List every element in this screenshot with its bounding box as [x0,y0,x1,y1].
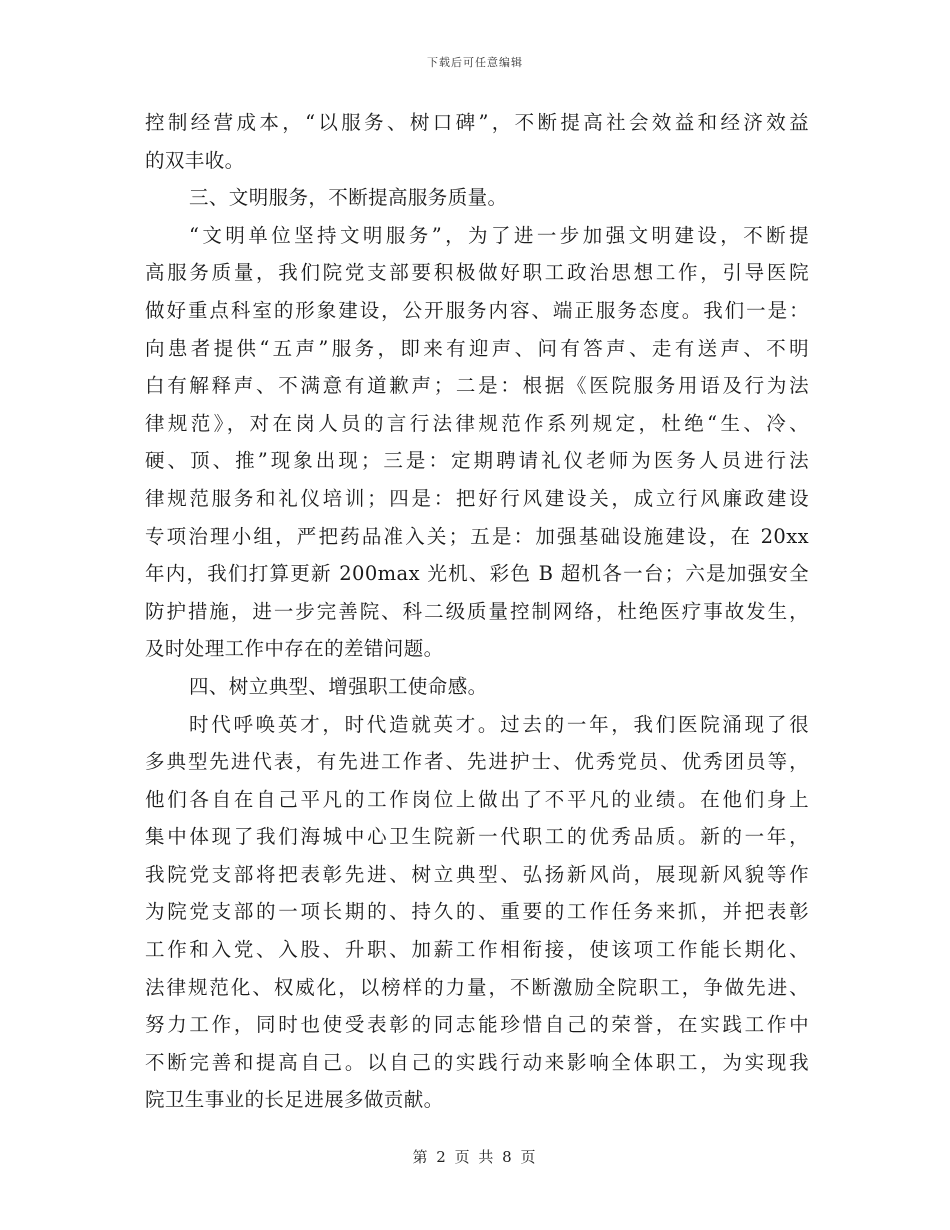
text-line: 硬、顶、推”现象出现；三是：定期聘请礼仪老师为医务人员进行法 [145,449,809,473]
page-footer: 第 2 页 共 8 页 [412,1148,538,1166]
text-line: 时代呼唤英才，时代造就英才。过去的一年，我们医院涌现了很 [189,712,809,736]
text-line: 专项治理小组，严把药品准入关；五是：加强基础设施建设，在 20xx [145,524,809,548]
text-line: 年内，我们打算更新 200max 光机、彩色 B 超机各一台；六是加强安全 [145,562,809,586]
text-line: 法律规范化、权威化，以榜样的力量，不断激励全院职工，争做先进、 [145,975,809,999]
text-line: 及时处理工作中存在的差错问题。 [145,637,444,661]
text-line: 院卫生事业的长足进展多做贡献。 [145,1088,444,1112]
text-line: 不断完善和提高自己。以自己的实践行动来影响全体职工，为实现我 [145,1050,809,1074]
text-line: 为院党支部的一项长期的、持久的、重要的工作任务来抓，并把表彰 [145,900,809,924]
text-line: 四、树立典型、增强职工使命感。 [189,674,488,698]
document-body [145,104,809,1119]
text-line: 白有解释声、不满意有道歉声；二是：根据《医院服务用语及行为法 [145,374,809,398]
text-line: 努力工作，同时也使受表彰的同志能珍惜自己的荣誉，在实践工作中 [145,1013,809,1037]
text-line: 他们各自在自己平凡的工作岗位上做出了不平凡的业绩。在他们身上 [145,787,809,811]
text-line: “文明单位坚持文明服务”，为了进一步加强文明建设，不断提 [189,223,809,247]
text-line: 工作和入党、入股、升职、加薪工作相衔接，使该项工作能长期化、 [145,938,809,962]
text-line: 防护措施，进一步完善院、科二级质量控制网络，杜绝医疗事故发生， [145,599,809,623]
page-header: 下载后可任意编辑 [427,56,523,69]
text-line: 集中体现了我们海城中心卫生院新一代职工的优秀品质。新的一年， [145,825,809,849]
text-line: 多典型先进代表，有先进工作者、先进护士、优秀党员、优秀团员等， [145,750,809,774]
text-line: 向患者提供“五声”服务，即来有迎声、问有答声、走有送声、不明 [145,336,809,360]
text-line: 三、文明服务，不断提高服务质量。 [189,186,508,210]
text-line: 律规范服务和礼仪培训；四是：把好行风建设关，成立行风廉政建设 [145,486,809,510]
text-line: 控制经营成本，“以服务、树口碑”，不断提高社会效益和经济效益 [145,111,809,134]
text-line: 我院党支部将把表彰先进、树立典型、弘扬新风尚，展现新风貌等作 [145,862,809,886]
text-line: 做好重点科室的形象建设，公开服务内容、端正服务态度。我们一是： [145,298,809,322]
text-line: 的双丰收。 [145,148,245,172]
text-line: 律规范》，对在岗人员的言行法律规范作系列规定，杜绝“生、冷、 [145,411,809,435]
text-line: 高服务质量，我们院党支部要积极做好职工政治思想工作，引导医院 [145,261,809,285]
